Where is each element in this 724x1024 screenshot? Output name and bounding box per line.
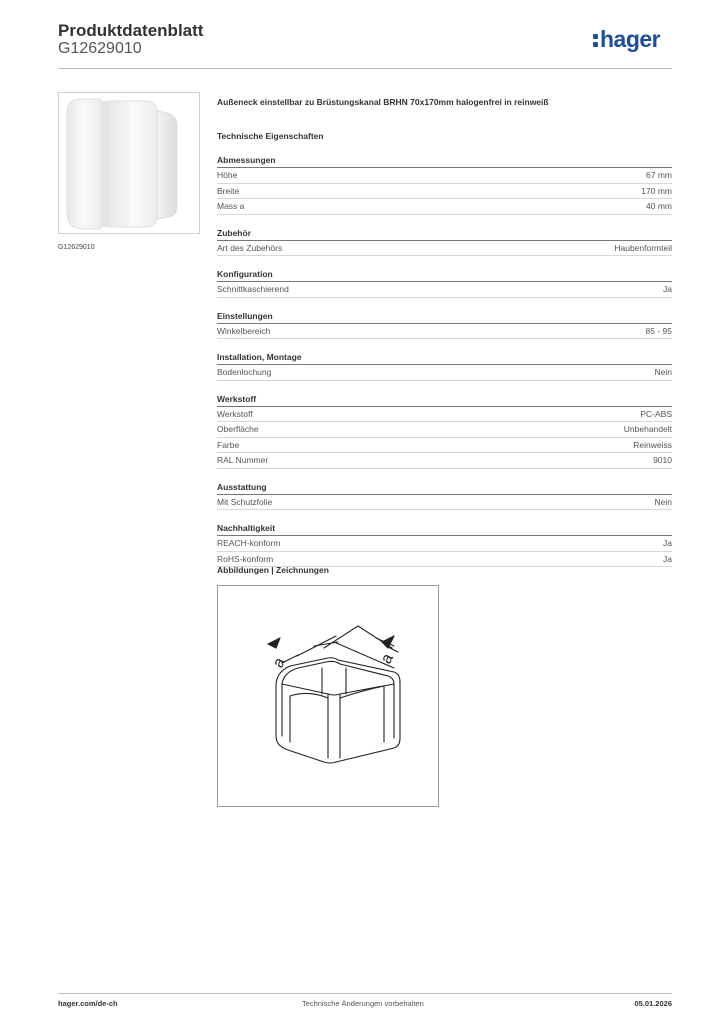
section-title: Ausstattung [217, 482, 672, 495]
property-label: Winkelbereich [217, 325, 271, 336]
property-value: Reinweiss [633, 439, 672, 450]
property-value: 40 mm [646, 201, 672, 211]
property-value: 85 - 95 [645, 325, 672, 336]
property-label: Oberfläche [217, 424, 259, 434]
corner-drawing-icon [218, 586, 438, 806]
property-value: PC-ABS [640, 408, 672, 419]
section [217, 352, 672, 381]
property-row [217, 241, 672, 257]
property-row [217, 495, 672, 511]
section-title: Werkstoff [217, 394, 672, 407]
property-value: 67 mm [646, 170, 672, 180]
product-photo [58, 92, 200, 234]
section-title: Konfiguration [217, 269, 672, 282]
property-value: 170 mm [641, 185, 672, 196]
property-label: Mit Schutzfolie [217, 496, 273, 507]
property-row [217, 438, 672, 454]
section-title: Einstellungen [217, 311, 672, 324]
property-row [217, 199, 672, 215]
hager-logo [593, 28, 660, 51]
page-title: Produktdatenblatt [58, 21, 204, 40]
section-title: Abmessungen [217, 155, 672, 168]
property-value: Nein [654, 496, 672, 507]
property-label: RoHS-konform [217, 553, 274, 564]
property-label: Mass a [217, 201, 245, 211]
property-row [217, 184, 672, 200]
footer-date: 05.01.2026 [634, 999, 672, 1008]
product-photo-caption: G12629010 [58, 244, 95, 251]
section [217, 155, 672, 215]
footer-website-link[interactable]: hager.com/de-ch [58, 999, 118, 1008]
property-sections [217, 155, 672, 567]
product-photo-icon [59, 93, 199, 233]
property-label: Werkstoff [217, 408, 253, 419]
property-row [217, 453, 672, 469]
section [217, 269, 672, 298]
section [217, 394, 672, 469]
property-value: Haubenformteil [614, 242, 672, 253]
property-label: Bodenlochung [217, 367, 272, 377]
product-details [217, 97, 672, 567]
property-row [217, 422, 672, 438]
footer-disclaimer: Technische Änderungen vorbehalten [302, 999, 424, 1008]
property-row [217, 282, 672, 298]
property-label: RAL Nummer [217, 455, 269, 465]
property-label: Art des Zubehörs [217, 242, 283, 253]
section-title: Installation, Montage [217, 352, 672, 365]
property-value: Ja [663, 553, 672, 564]
product-description: Außeneck einstellbar zu Brüstungskanal BRHN 70x170mm halogenfrei in reinweiß [217, 97, 549, 107]
dimension-label-left: a [269, 654, 290, 671]
section [217, 228, 672, 257]
logo-text: hager [600, 26, 661, 52]
section-title: Nachhaltigkeit [217, 523, 672, 536]
footer-divider [58, 993, 672, 994]
property-value: Unbehandelt [623, 424, 672, 434]
property-label: Farbe [217, 439, 240, 450]
property-value: Nein [654, 367, 672, 377]
section [217, 523, 672, 567]
property-row [217, 365, 672, 381]
technical-drawing [217, 585, 439, 807]
section [217, 311, 672, 340]
technical-heading: Technische Eigenschaften [217, 131, 324, 141]
property-value: Ja [663, 538, 672, 548]
article-number: G12629010 [58, 40, 142, 57]
property-row [217, 168, 672, 184]
section-title: Zubehör [217, 228, 672, 241]
property-label: Breite [217, 185, 240, 196]
drawings-heading: Abbildungen | Zeichnungen [217, 565, 329, 575]
property-value: 9010 [653, 455, 672, 465]
property-label: Schnittkaschierend [217, 284, 289, 294]
section [217, 482, 672, 511]
property-label: Höhe [217, 170, 238, 180]
property-row [217, 407, 672, 423]
property-row [217, 324, 672, 340]
property-row [217, 536, 672, 552]
property-label: REACH-konform [217, 538, 281, 548]
property-value: Ja [663, 284, 672, 294]
dimension-label-right: a [377, 650, 398, 667]
header-divider [58, 68, 672, 69]
logo-dots-icon [593, 33, 598, 47]
